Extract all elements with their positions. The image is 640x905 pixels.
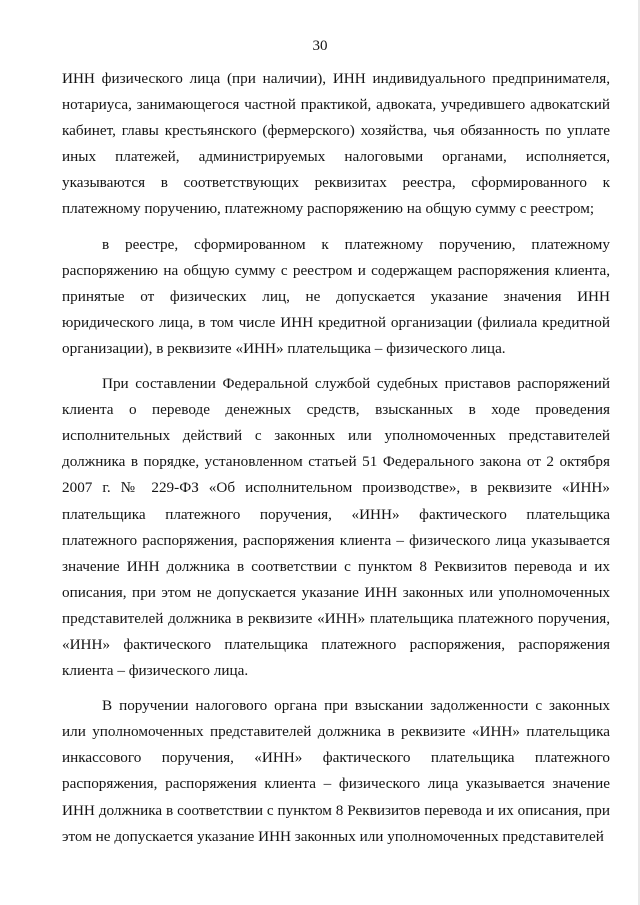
paragraph-inn-individuals: ИНН физического лица (при наличии), ИНН индивидуального предпринимателя, нотариуса, занимающегося частной практикой, адвоката, учредившего адвокатский кабинет, главы крестьянского (фермерского) хозяйства, чья обязанность по уплате иных платежей, администрируемых налоговыми органами, исполняется, указываются в соответствующих реквизитах реестра, сформированного к платежному поручению, платежному распоряжению на общую сумму с реестром; [62,70,610,218]
paragraph-registry-restriction: в реестре, сформированном к платежному поручению, платежному распоряжению на общую сумму с реестром и содержащем распоряжения клиента, принятые от физических лиц, не допускается указание значения ИНН юридического лица, в том числе ИНН кредитной организации (филиала кредитной организации), в реквизите «ИНН» плательщика – физического лица. [62,235,610,357]
paragraph-bailiff-service: При составлении Федеральной службой судебных приставов распоряжений клиента о переводе денежных средств, взысканных в ходе проведения исполнительных действий с законных или уполномоченных представителей должника в порядке, установленном статьей 51 Федерального закона от 2 октября 2007 г. № 229-ФЗ «Об исполнительном производстве», в реквизите «ИНН» плательщика платежного поручения, «ИНН» фактического плательщика платежного распоряжения, распоряжения клиента – физического лица указывается значение ИНН должника в соответствии с пунктом 8 Реквизитов перевода и их описания, при этом не допускается указание ИНН законных или уполномоченных представителей должника в реквизите «ИНН» плательщика платежного поручения, «ИНН» фактического плательщика платежного распоряжения, распоряжения клиента – физического лица. [62,375,610,680]
page-number: 30 [312,38,328,54]
paragraph-tax-authority: В поручении налогового органа при взыскании задолженности с законных или уполномоченных представителей должника в реквизите «ИНН» плательщика инкассового поручения, «ИНН» фактического плательщика платежного распоряжения, распоряжения клиента – физического лица указывается значение ИНН должника в соответствии с пунктом 8 Реквизитов перевода и их описания, при этом не допускается указание ИНН законных или уполномоченных представителей [62,697,610,845]
document-body [62,66,610,850]
